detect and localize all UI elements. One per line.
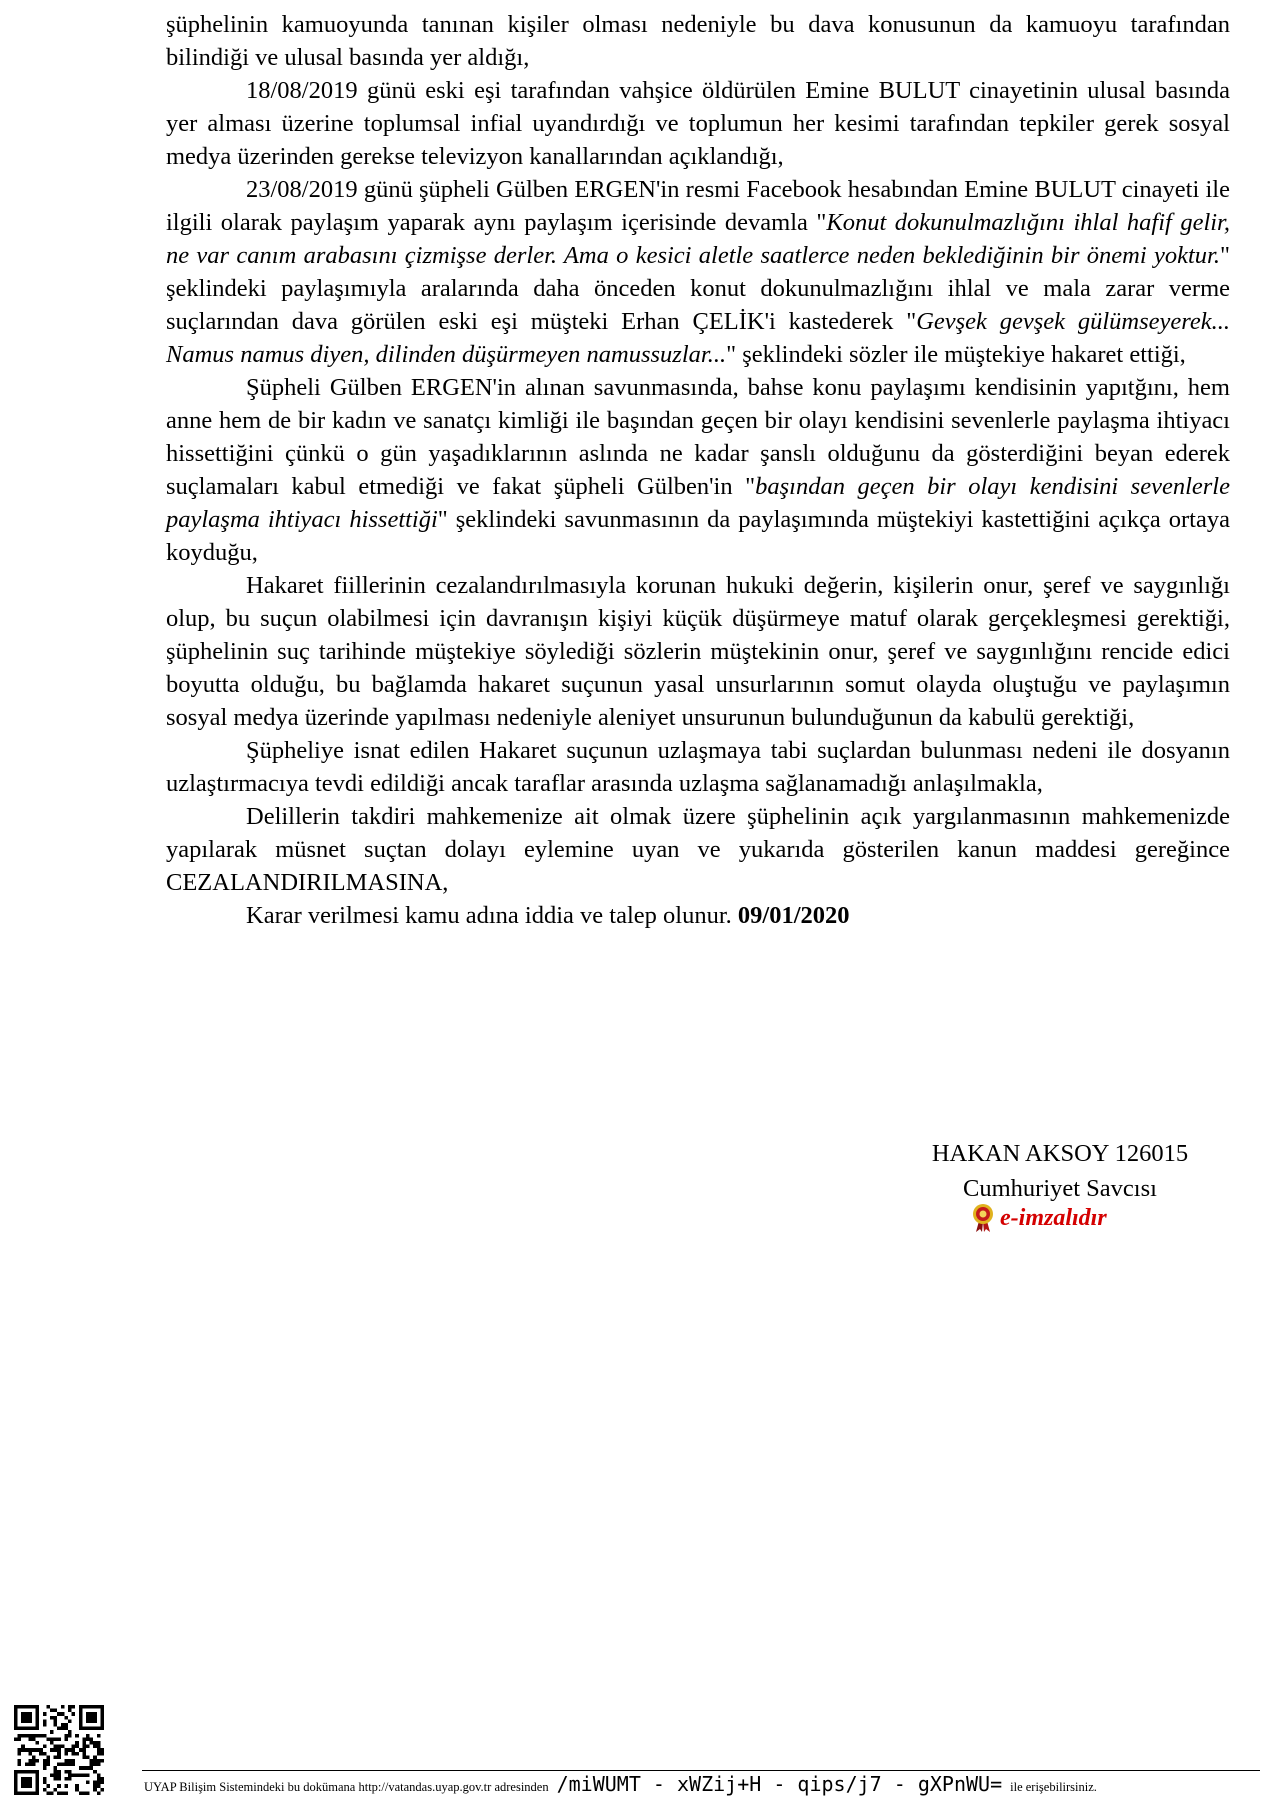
text-run: " şeklindeki sözler ile müştekiye hakaret ettiği, — [726, 341, 1186, 368]
text-run: 23/08/2019 günü şüpheli Gülben ERGEN'in resmi Facebook hesabından Emine BULUT cinayeti ile ilgili olarak paylaşım yaparak aynı paylaşım içerisinde devamla " — [166, 176, 1230, 236]
quoted-text: Konut dokunulmazlığını ihlal hafif gelir, ne var canım arabasını çizmişse derler. Ama o kesici aletle saatlerce neden beklediğinin bir önemi yoktur. — [166, 209, 1230, 269]
text-run: Karar verilmesi kamu adına iddia ve talep olunur. — [246, 902, 738, 929]
qr-code-icon — [14, 1705, 104, 1795]
paragraph — [166, 899, 1230, 932]
text-run: Hakaret fiillerinin cezalandırılmasıyla korunan hukuki değerin, kişilerin onur, şeref ve saygınlığı olup, bu suçun olabilmesi için davranışın kişiyi küçük düşürmeye matuf olarak gerçekleşmesi gerektiği, şüphelinin suç tarihinde müştekiye söylediği sözlerin müştekinin onur, şeref ve saygınlığını rencide edici boyutta olduğu, bu bağlamda hakaret suçunun yasal unsurlarının somut olayda oluştuğu ve paylaşımın sosyal medya üzerinde yapılması nedeniyle aleniyet unsurunun bulunduğunun da kabulü gerektiği, — [166, 572, 1230, 731]
text-run: Şüpheli Gülben ERGEN'in alınan savunmasında, bahse konu paylaşımı kendisinin yapıtğını, hem anne hem de bir kadın ve sanatçı kimliği ile başından geçen bir olayı kendisini sevenlerle paylaşma ihtiyacı hissettiğini çünkü o gün yaşadıklarının aslında ne kadar şanslı olduğunu da gösterdiğini beyan ederek suçlamaları kabul etmediği ve fakat şüpheli Gülben'in " — [166, 374, 1230, 500]
date-text: 09/01/2020 — [737, 902, 850, 929]
e-signed-label: e-imzalıdır — [1000, 1204, 1107, 1231]
paragraph — [166, 173, 1230, 371]
paragraph — [166, 74, 1230, 173]
signature-block — [880, 1136, 1240, 1206]
prosecutor-title: Cumhuriyet Savcısı — [963, 1175, 1157, 1202]
paragraph — [166, 734, 1230, 800]
footer-suffix: ile erişebilirsiniz. — [1010, 1780, 1097, 1794]
footer-prefix: UYAP Bilişim Sistemindeki bu dokümana http://vatandas.uyap.gov.tr adresinden — [144, 1780, 549, 1794]
footer — [144, 1772, 1264, 1796]
footer-divider — [142, 1770, 1260, 1771]
paragraph — [166, 569, 1230, 734]
text-run: 18/08/2019 günü eski eşi tarafından vahşice öldürülen Emine BULUT cinayetinin ulusal basında yer alması üzerine toplumsal infial uyandırdığı ve toplumun her kesimi tarafından tepkiler gerek sosyal medya üzerinden gerekse televizyon kanallarından açıklandığı, — [166, 77, 1230, 170]
text-run: Şüpheliye isnat edilen Hakaret suçunun uzlaşmaya tabi suçlardan bulunması nedeni ile dosyanın uzlaştırmacıya tevdi edildiği ancak taraflar arasında uzlaşma sağlanamadığı anlaşılmakla, — [166, 737, 1230, 797]
paragraph — [166, 371, 1230, 569]
e-signature — [970, 1203, 1107, 1233]
text-run: " şeklindeki paylaşımıyla aralarında daha önceden konut dokunulmazlığını ihlal ve mala zarar verme suçlarından dava görülen eski eşi müşteki Erhan ÇELİK'i kastederek " — [166, 242, 1230, 335]
rosette-seal-icon — [970, 1203, 996, 1233]
quoted-text: Gevşek gevşek gülümseyerek... Namus namus diyen, dilinden düşürmeyen namussuzlar... — [166, 308, 1230, 368]
prosecutor-name: HAKAN AKSOY 126015 — [931, 1140, 1189, 1167]
quoted-text: başından geçen bir olayı kendisini sevenlerle paylaşma ihtiyacı hissettiği — [166, 473, 1230, 533]
document-body — [166, 8, 1230, 932]
text-run: Delillerin takdiri mahkemenize ait olmak üzere şüphelinin açık yargılanmasının mahkemenizde yapılarak müsnet suçtan dolayı eylemine uyan ve yukarıda gösterilen kanun maddesi gereğince CEZALANDIRILMASINA, — [166, 803, 1230, 896]
document-verification-code: /miWUMT - xWZij+H - qips/j7 - gXPnWU= — [556, 1772, 1003, 1796]
paragraph — [166, 800, 1230, 899]
paragraph — [166, 8, 1230, 74]
text-run: şüphelinin kamuoyunda tanınan kişiler olması nedeniyle bu dava konusunun da kamuoyu tarafından bilindiği ve ulusal basında yer aldığı, — [166, 11, 1230, 71]
text-run: " şeklindeki savunmasının da paylaşımında müştekiyi kastettiğini açıkça ortaya koyduğu, — [166, 506, 1230, 566]
